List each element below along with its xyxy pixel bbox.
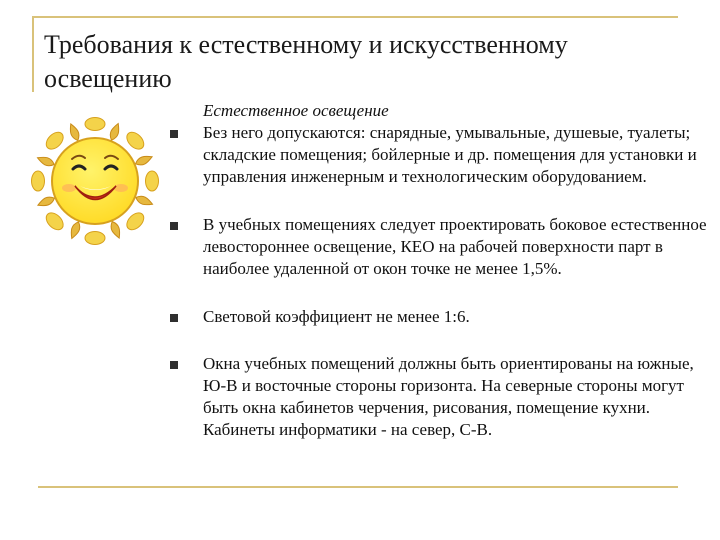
bullet-text-2: В учебных помещениях следует проектировать боковое естественное левостороннее освещение, КЕО на рабочей поверхности парт в наиболее удаленной от окон точке не менее 1,5%. bbox=[203, 215, 707, 278]
bottom-rule bbox=[38, 486, 678, 488]
square-bullet-icon bbox=[170, 130, 178, 138]
slide-content bbox=[170, 100, 715, 441]
bullet-text-4: Окна учебных помещений должны быть ориентированы на южные, Ю-В и восточные стороны горизонта. На северные стороны могут быть окна кабинетов черчения, рисования, помещение кухни. Кабинеты информатики - на север, С-В. bbox=[203, 354, 694, 439]
bullet-item bbox=[170, 306, 715, 328]
sun-svg bbox=[20, 106, 170, 256]
bullet-item bbox=[170, 353, 715, 441]
natural-lighting-subheading: Естественное освещение bbox=[203, 101, 389, 120]
slide-title: Требования к естественному и искусственному освещению bbox=[44, 30, 568, 93]
title-frame-left bbox=[32, 16, 34, 92]
square-bullet-icon bbox=[170, 314, 178, 322]
title-frame-top bbox=[32, 16, 678, 18]
bullet-item bbox=[170, 122, 715, 188]
sun-face bbox=[52, 138, 138, 224]
bullet-text-3: Световой коэффициент не менее 1:6. bbox=[203, 307, 470, 326]
smiling-sun-icon bbox=[20, 106, 170, 256]
square-bullet-icon bbox=[170, 222, 178, 230]
bullet-item bbox=[170, 214, 715, 280]
square-bullet-icon bbox=[170, 361, 178, 369]
bullet-text-1: Без него допускаются: снарядные, умывальные, душевые, туалеты; складские помещения; бойлерные и др. помещения для установки и управления инженерным и технологическим оборудованием. bbox=[203, 123, 697, 186]
